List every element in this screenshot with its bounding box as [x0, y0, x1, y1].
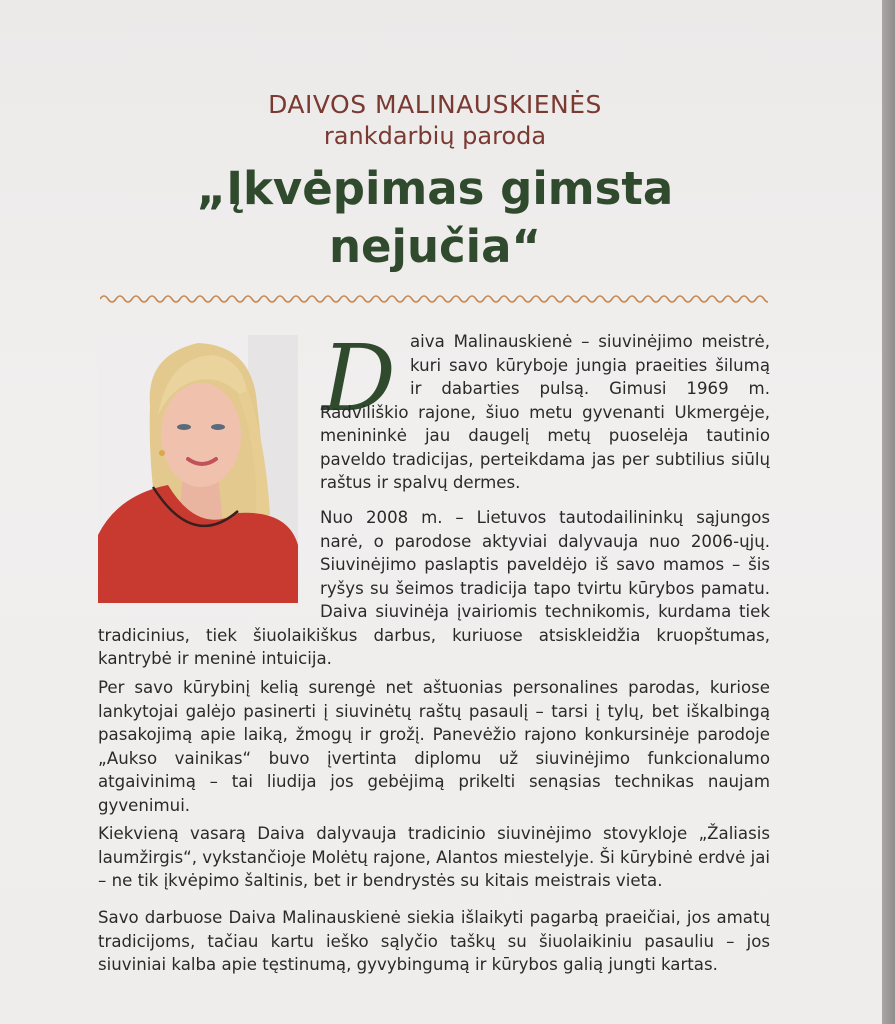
paragraph-3: Per savo kūrybinį kelią surengė net aštuonias personalines parodas, kuriose lankytojai galėjo pasinerti į siuvinėtų raštų pasaulį – tarsi į tylų, bet iškalbingą pasakojimą apie laiką, žmogų ir grožį. Panevėžio rajono konkursinėje parodoje „Aukso vainikas“ buvo įvertinta diplomu už siuvinėjimo funkcionalumo atgaivinimą – tai liudija jos gebėjimą prikelti senąsias technikas naujam gyvenimui. [98, 678, 770, 815]
paragraph-5: Savo darbuose Daiva Malinauskienė siekia išlaikyti pagarbą praeičiai, jos amatų tradicijoms, tačiau kartu ieško sąlyčio taškų su šiuolaikiniu pasauliu – jos siuviniai kalba apie tęstinumą, gyvybingumą ir kūrybos galią jungti kartas. [98, 908, 770, 974]
decorative-wave-divider [100, 292, 768, 306]
paragraph-4: Kiekvieną vasarą Daiva dalyvauja tradicinio siuvinėjimo stovykloje „Žaliasis laumžirgis“, vykstančioje Molėtų rajone, Alantos miestelyje. Ši kūrybinė erdvė jai – ne tik įkvėpimo šaltinis, bet ir bendrystės su kitais meistrais vieta. [98, 824, 770, 890]
exhibition-subtitle: rankdarbių paroda [323, 122, 547, 150]
paragraph-2 [98, 506, 770, 671]
exhibition-title [0, 160, 870, 276]
page-edge-shadow [882, 0, 895, 1024]
paragraph-2-text: Nuo 2008 m. – Lietuvos tautodailininkų sąjungos narė, o parodose aktyviai dalyvauja nuo 2006-ųjų. Siuvinėjimo paslaptis paveldėjo iš savo mamos – šis ryšys su šeimos tradicija tapo tvirtu kūrybos pamatu. Daiva siuvinėja įvairiomis technikomis, kurdama tiek tradicinius, tiek šiuolaikiškus darbus, kuriuose atsiskleidžia kruopštumas, kantrybė ir meninė intuicija. [98, 508, 770, 668]
paragraph-1 [320, 330, 770, 495]
title-line-2: nejučia“ [328, 220, 542, 273]
author-heading: DAIVOS MALINAUSKIENĖS [268, 90, 602, 119]
drop-cap-glyph: D [322, 330, 396, 422]
title-line-1: „Įkvėpimas gimsta [196, 162, 674, 215]
paragraph-1-text: aiva Malinauskienė – siuvinėjimo meistrė, kuri savo kūryboje jungia praeities šilumą ir dabarties pulsą. Gimusi 1969 m. Radviliškio rajone, šiuo metu gyvenanti Ukmergėje, menininkė jau daugelį metų puoselėja tautinio paveldo tradicijas, perteikdama jas per subtilius siūlų raštus ir spalvų dermes. [320, 332, 770, 492]
